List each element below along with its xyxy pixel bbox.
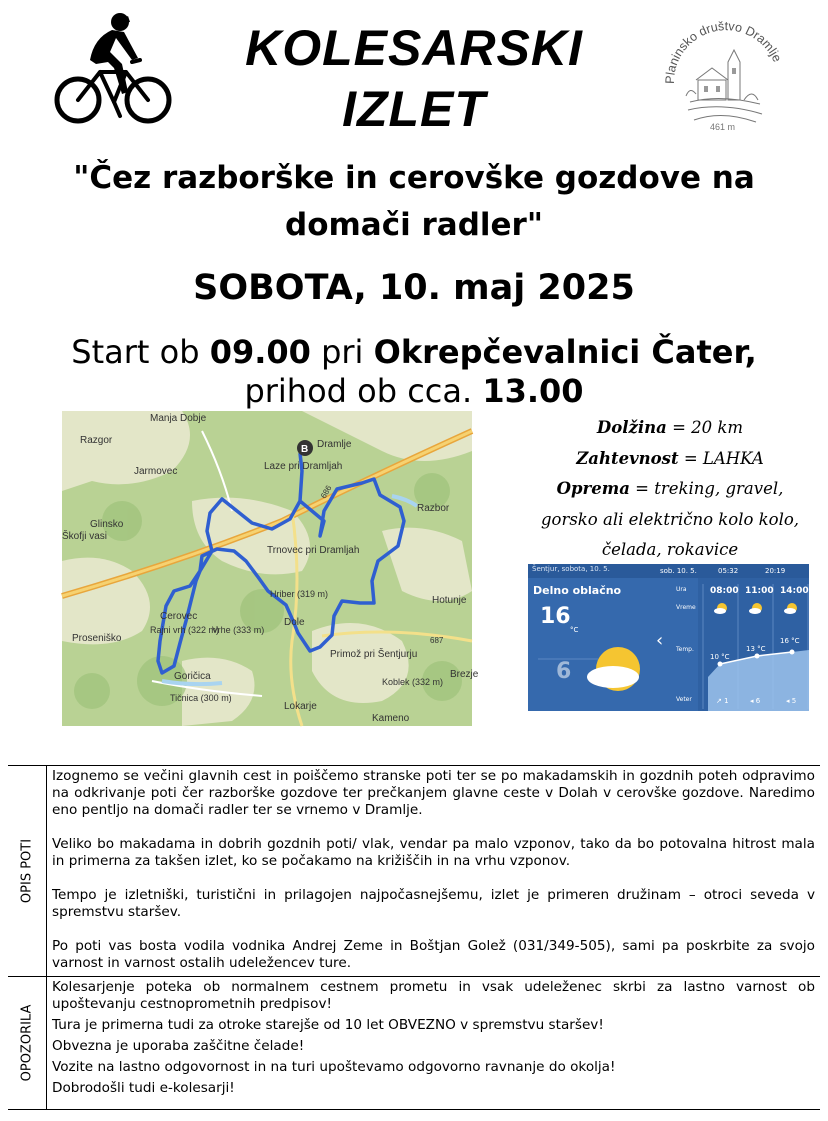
route-map <box>62 411 479 726</box>
weather-sunset: 20:19 <box>765 567 786 575</box>
map-label: Koblek (332 m) <box>382 677 444 687</box>
map-label: Goričica <box>174 671 211 682</box>
map-label: Jarmovec <box>134 466 178 477</box>
opis-paragraph: Tempo je izletniški, turistični in prilagojen najpočasnejšemu, izlet je primeren družinam – otroci seveda v spremstvu staršev. <box>52 887 815 920</box>
weather-temp-unit: °C <box>570 626 579 634</box>
map-label: Brezje <box>450 669 479 680</box>
start-mid: pri <box>310 333 374 371</box>
svg-text:Planinsko društvo Dramlje <box>663 19 784 84</box>
map-label-b: B <box>301 444 309 455</box>
return-prefix: prihod ob cca. <box>244 372 483 410</box>
weather-widget <box>528 564 809 711</box>
title-line-2: IZLET <box>342 81 486 137</box>
chevron-left-icon: ‹ <box>656 630 664 651</box>
club-logo-text: Planinsko društvo Dramlje <box>662 19 785 85</box>
opis-paragraph: Po poti vas bosta vodila vodnika Andrej Zeme in Boštjan Golež (031/349-505), sami pa poskrbite za svojo varnost in varnost ostalih udeležencev ture. <box>52 938 815 971</box>
opis-row <box>8 766 820 977</box>
opozorila-label: OPOZORILA <box>19 1004 35 1082</box>
weather-temp: 16 °C <box>780 637 800 645</box>
map-label: Razgor <box>80 435 113 446</box>
start-line <box>0 333 828 371</box>
map-label: Tičnica (300 m) <box>170 693 232 703</box>
opozorila-item: Kolesarjenje poteka ob normalnem cestnem prometu in vsak udeleženec skrbi za lastno varnost ob upoštevanju cestnoprometnih predpisov! <box>52 979 815 1012</box>
weather-row-label: Ura <box>676 586 687 593</box>
opis-paragraph: Veliko bo makadama in dobrih gozdnih poti/ vlak, vendar pa malo vzponov, tako da bo potovalna hitrost mala in primerna za takšen izlet, ko se počakamo na križiščih in na vrhu vzponov. <box>52 836 815 869</box>
map-label: Manja Dobje <box>150 413 207 424</box>
weather-temp: 10 °C <box>710 653 730 661</box>
weather-wind: ◂ 6 <box>750 697 761 705</box>
map-label: Hriber (319 m) <box>270 589 329 599</box>
map-label: 686 <box>318 483 334 500</box>
map-label: Dole <box>284 617 305 628</box>
description-table <box>8 765 820 1110</box>
info-equipment-line-2: gorsko ali električno kolo kolo, <box>540 509 800 529</box>
map-label: Proseniško <box>72 633 122 644</box>
weather-day: sob. 10. 5. <box>660 567 697 575</box>
weather-temp-max: 16 <box>540 604 571 629</box>
title-line-1: KOLESARSKI <box>245 20 583 76</box>
weather-condition: Delno oblačno <box>533 584 622 597</box>
weather-row-label: Vreme <box>676 604 696 611</box>
weather-temp-min: 6 <box>556 659 572 684</box>
opozorila-body <box>47 977 821 1110</box>
info-equipment-line-3: čelada, rokavice <box>601 540 739 559</box>
return-line <box>0 372 828 410</box>
start-prefix: Start ob <box>71 333 210 371</box>
opis-label-cell <box>8 766 47 977</box>
map-label: Razbor <box>417 503 450 514</box>
weather-temp: 13 °C <box>746 645 766 653</box>
opozorila-item: Tura je primerna tudi za otroke starejše od 10 let OBVEZNO v spremstvu staršev! <box>52 1017 604 1033</box>
opozorila-item: Vozite na lastno odgovornost in na turi upoštevamo odgovorno ravnanje do okolja! <box>52 1059 616 1075</box>
weather-wind: ◂ 5 <box>786 697 797 705</box>
map-label: Hotunje <box>432 595 467 606</box>
weather-time: 11:00 <box>745 586 774 596</box>
map-label: Laze pri Dramljah <box>264 461 343 472</box>
opozorila-item: Obvezna je uporaba zaščitne čelade! <box>52 1038 305 1054</box>
map-label: Vrhe (333 m) <box>212 625 265 635</box>
weather-row-label: Veter <box>676 696 692 703</box>
opozorila-label-cell <box>8 977 47 1110</box>
info-length: Dolžina = 20 km <box>596 418 744 437</box>
opis-body <box>47 766 821 977</box>
map-label: Primož pri Šentjurju <box>330 649 418 660</box>
map-label: 687 <box>430 636 444 645</box>
map-label: Trnovec pri Dramljah <box>267 545 360 556</box>
map-label: Glinsko <box>90 519 124 530</box>
weather-row-label: Temp. <box>676 646 694 653</box>
map-label: Lokarje <box>284 701 317 712</box>
info-difficulty: Zahtevnost = LAHKA <box>576 448 764 468</box>
opis-label: OPIS POTI <box>19 838 35 904</box>
info-block <box>520 413 820 566</box>
event-date: SOBOTA, 10. maj 2025 <box>193 268 635 308</box>
opozorila-row <box>8 977 820 1110</box>
opis-paragraph: Izognemo se večini glavnih cest in poiščemo stranske poti ter se po makadamskih in gozdnih poteh odpravimo na odkrivanje poti čer razborške gozdove ter prečkanjem glavne ceste v Dolah v cerovške gozdove. Naredimo eno pentljo na domači radler ter se vrnemo v Dramlje. <box>52 768 815 818</box>
start-place: Okrepčevalnici Čater, <box>373 333 757 371</box>
map-label: Dramlje <box>317 439 352 450</box>
map-label: Škofji vasi <box>62 531 108 542</box>
subtitle-line-1: "Čez razborške in cerovške gozdove na <box>73 160 755 196</box>
weather-time: 14:00 <box>780 586 809 596</box>
weather-sunrise: 05:32 <box>718 567 739 575</box>
return-time: 13.00 <box>482 372 584 410</box>
info-equipment: Oprema = treking, gravel, <box>556 479 784 498</box>
map-label: Kameno <box>372 713 410 724</box>
weather-time: 08:00 <box>710 586 739 596</box>
opozorila-item: Dobrodošli tudi e-kolesarji! <box>52 1080 235 1096</box>
club-logo-altitude: 461 m <box>710 122 736 132</box>
map-label: Cerovec <box>160 611 198 622</box>
start-time: 09.00 <box>209 333 311 371</box>
club-logo <box>660 10 786 138</box>
map-label: Rajni vrh (322 m) <box>150 625 220 635</box>
weather-wind: ↗ 1 <box>716 697 729 705</box>
subtitle-line-2: domači radler" <box>285 207 543 243</box>
weather-location: Šentjur, sobota, 10. 5. <box>532 565 610 573</box>
